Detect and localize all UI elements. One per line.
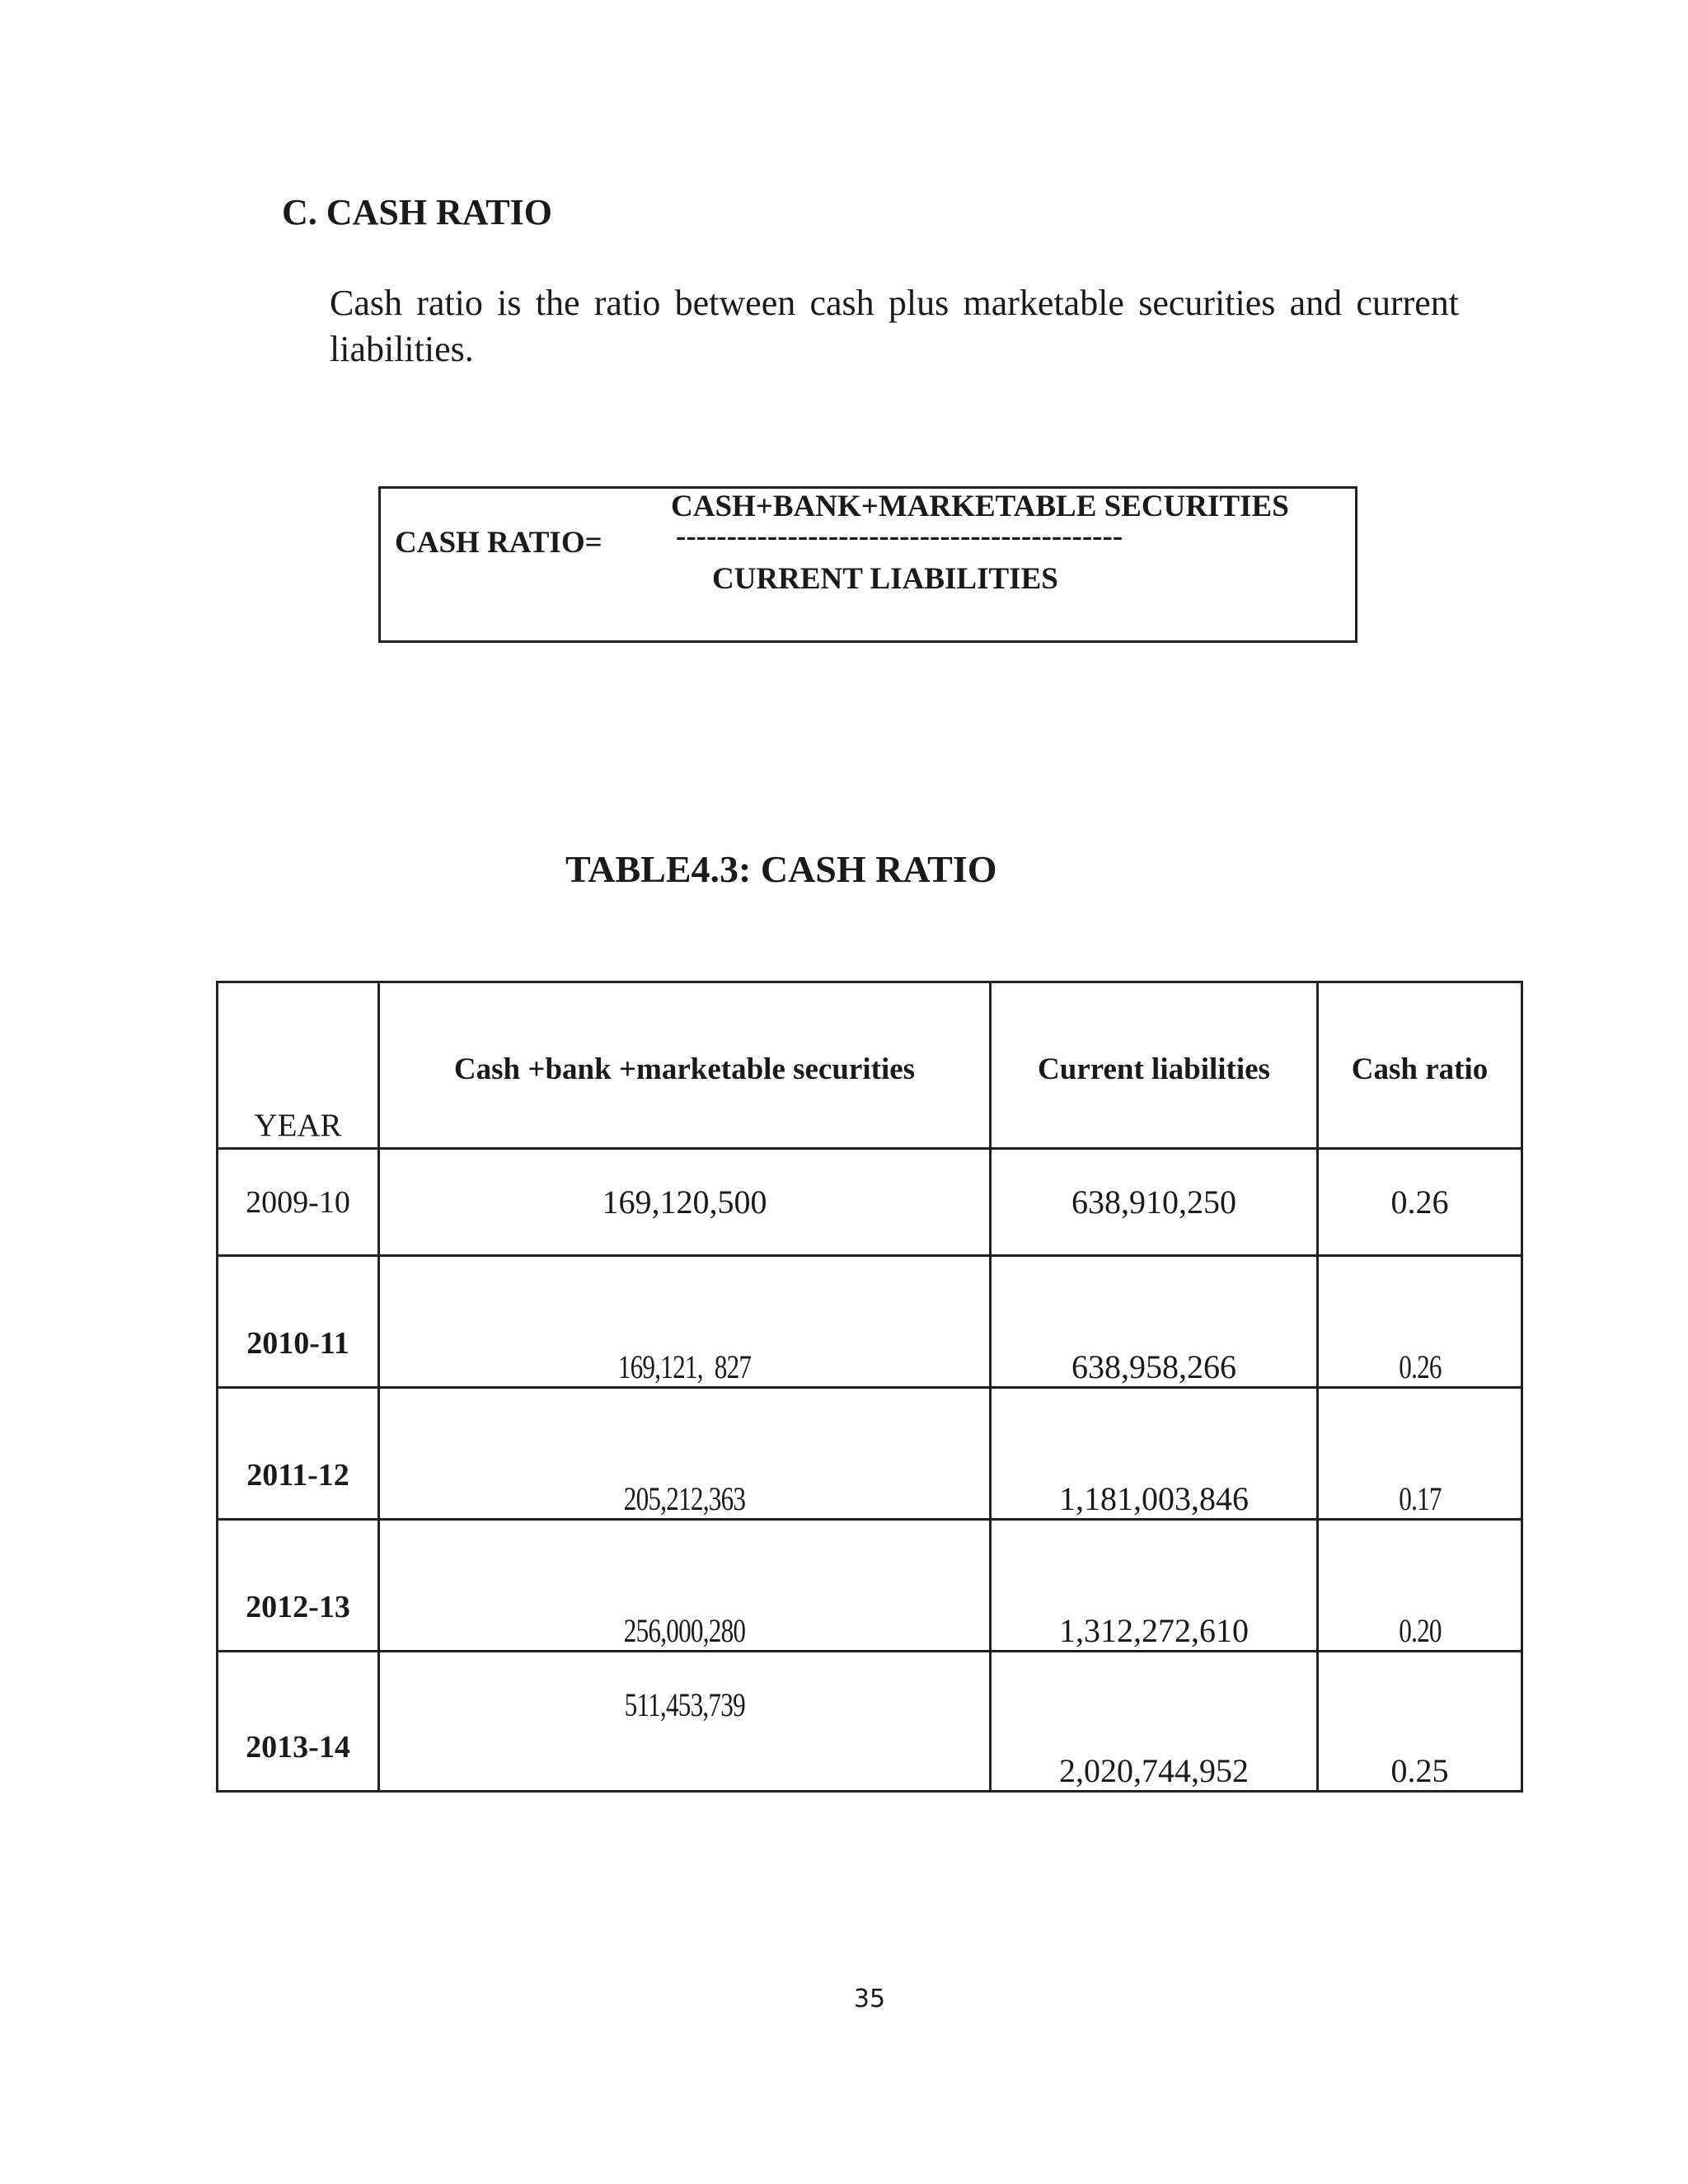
table-row (218, 1652, 1522, 1792)
cell-ratio-text: 0.17 (1398, 1480, 1442, 1517)
table-header-row (218, 982, 1522, 1149)
cell-ratio (1318, 1388, 1522, 1520)
cell-cash-text: 256,000,280 (623, 1612, 746, 1649)
formula-denominator: CURRENT LIABILITIES (712, 562, 1058, 596)
cell-ratio-text: 0.20 (1398, 1612, 1442, 1649)
cell-cash: 169,120,500 (379, 1149, 991, 1256)
cell-liabilities: 638,958,266 (991, 1256, 1318, 1388)
cell-cash-text: 511,453,739 (624, 1686, 745, 1723)
cell-ratio (1318, 1520, 1522, 1652)
cell-liabilities: 2,020,744,952 (991, 1652, 1318, 1792)
header-year: YEAR (218, 982, 379, 1149)
formula-numerator: CASH+BANK+MARKETABLE SECURITIES (671, 490, 1289, 523)
cell-year: 2012-13 (218, 1520, 379, 1652)
formula-divider: -------------------------------------------- (676, 519, 1123, 553)
table-row (218, 1520, 1522, 1652)
cell-cash (379, 1520, 991, 1652)
table-title: TABLE4.3: CASH RATIO (565, 848, 997, 890)
header-liabilities: Current liabilities (991, 982, 1318, 1149)
cell-year: 2009-10 (218, 1149, 379, 1256)
cell-ratio (1318, 1256, 1522, 1388)
cell-cash (379, 1388, 991, 1520)
header-ratio: Cash ratio (1318, 982, 1522, 1149)
header-cash: Cash +bank +marketable securities (379, 982, 991, 1149)
cell-cash-text: 169,121, 827 (617, 1348, 752, 1385)
cell-liabilities: 1,312,272,610 (991, 1520, 1318, 1652)
formula-box (378, 486, 1357, 643)
cell-cash (379, 1256, 991, 1388)
intro-paragraph: Cash ratio is the ratio between cash plus marketable securities and current liabilities. (330, 283, 1459, 369)
cell-cash-text: 205,212,363 (623, 1480, 746, 1517)
page-number: 35 (853, 1985, 886, 2013)
section-heading: C. CASH RATIO (282, 192, 553, 232)
cell-ratio-text: 0.26 (1398, 1348, 1442, 1385)
cell-ratio: 0.25 (1318, 1652, 1522, 1792)
cash-ratio-table (216, 981, 1523, 1793)
table-row (218, 1149, 1522, 1256)
cell-liabilities: 638,910,250 (991, 1149, 1318, 1256)
cell-year: 2011-12 (218, 1388, 379, 1520)
cell-year: 2013-14 (218, 1652, 379, 1792)
cell-cash (379, 1652, 991, 1792)
cell-year: 2010-11 (218, 1256, 379, 1388)
cell-ratio: 0.26 (1318, 1149, 1522, 1256)
formula-label: CASH RATIO= (395, 526, 603, 560)
table-row (218, 1256, 1522, 1388)
table-row (218, 1388, 1522, 1520)
cell-liabilities: 1,181,003,846 (991, 1388, 1318, 1520)
